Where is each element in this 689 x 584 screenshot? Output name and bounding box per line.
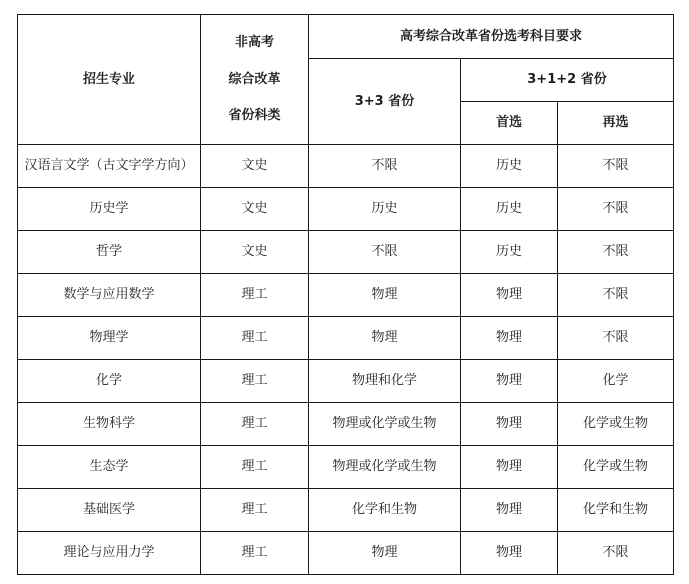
cell-major: 基础医学 [18, 489, 201, 532]
cell-category: 文史 [201, 188, 309, 231]
header-first-choice: 首选 [461, 102, 558, 145]
header-non-reform-line-2: 综合改革 [228, 71, 281, 87]
cell-3-3-requirement: 物理和化学 [309, 360, 461, 403]
header-second-choice: 再选 [558, 102, 674, 145]
table-row [18, 145, 674, 188]
cell-category: 理工 [201, 489, 309, 532]
table-row [18, 274, 674, 317]
cell-second-choice: 不限 [558, 188, 674, 231]
cell-major: 哲学 [18, 231, 201, 274]
cell-second-choice: 化学 [558, 360, 674, 403]
cell-3-3-requirement: 物理 [309, 274, 461, 317]
cell-category: 理工 [201, 532, 309, 575]
header-3-1-2-provinces: 3+1+2 省份 [461, 59, 674, 102]
cell-second-choice: 化学和生物 [558, 489, 674, 532]
table-row [18, 446, 674, 489]
cell-3-3-requirement: 不限 [309, 145, 461, 188]
cell-3-3-requirement: 化学和生物 [309, 489, 461, 532]
cell-first-choice: 历史 [461, 145, 558, 188]
admission-table-container [17, 14, 674, 575]
table-row [18, 532, 674, 575]
cell-second-choice: 不限 [558, 274, 674, 317]
subject-requirements-table [17, 14, 674, 575]
cell-major: 数学与应用数学 [18, 274, 201, 317]
cell-major: 化学 [18, 360, 201, 403]
cell-major: 物理学 [18, 317, 201, 360]
cell-category: 理工 [201, 360, 309, 403]
cell-major: 历史学 [18, 188, 201, 231]
cell-3-3-requirement: 物理 [309, 532, 461, 575]
cell-second-choice: 不限 [558, 532, 674, 575]
cell-3-3-requirement: 物理或化学或生物 [309, 446, 461, 489]
header-reform-title: 高考综合改革省份选考科目要求 [309, 15, 674, 59]
cell-second-choice: 化学或生物 [558, 403, 674, 446]
table-row [18, 317, 674, 360]
cell-category: 文史 [201, 231, 309, 274]
cell-first-choice: 物理 [461, 360, 558, 403]
cell-major: 生态学 [18, 446, 201, 489]
header-non-reform-category [201, 15, 309, 145]
table-row [18, 231, 674, 274]
cell-category: 文史 [201, 145, 309, 188]
cell-first-choice: 物理 [461, 274, 558, 317]
cell-second-choice: 不限 [558, 145, 674, 188]
header-3-3-provinces: 3+3 省份 [309, 59, 461, 145]
cell-major: 理论与应用力学 [18, 532, 201, 575]
cell-3-3-requirement: 物理或化学或生物 [309, 403, 461, 446]
table-row [18, 403, 674, 446]
cell-second-choice: 化学或生物 [558, 446, 674, 489]
header-major: 招生专业 [18, 15, 201, 145]
cell-category: 理工 [201, 403, 309, 446]
header-non-reform-line-3: 省份科类 [228, 108, 281, 124]
cell-3-3-requirement: 物理 [309, 317, 461, 360]
header-non-reform-line-1: 非高考 [234, 35, 274, 51]
cell-3-3-requirement: 历史 [309, 188, 461, 231]
cell-first-choice: 物理 [461, 403, 558, 446]
header-row-1 [18, 15, 674, 59]
cell-category: 理工 [201, 274, 309, 317]
cell-first-choice: 历史 [461, 231, 558, 274]
cell-second-choice: 不限 [558, 231, 674, 274]
cell-first-choice: 物理 [461, 489, 558, 532]
cell-major: 生物科学 [18, 403, 201, 446]
cell-first-choice: 历史 [461, 188, 558, 231]
cell-major: 汉语言文学（古文字学方向） [18, 145, 201, 188]
cell-category: 理工 [201, 317, 309, 360]
table-row [18, 360, 674, 403]
table-row [18, 489, 674, 532]
cell-second-choice: 不限 [558, 317, 674, 360]
cell-category: 理工 [201, 446, 309, 489]
cell-first-choice: 物理 [461, 532, 558, 575]
table-row [18, 188, 674, 231]
cell-3-3-requirement: 不限 [309, 231, 461, 274]
cell-first-choice: 物理 [461, 317, 558, 360]
cell-first-choice: 物理 [461, 446, 558, 489]
